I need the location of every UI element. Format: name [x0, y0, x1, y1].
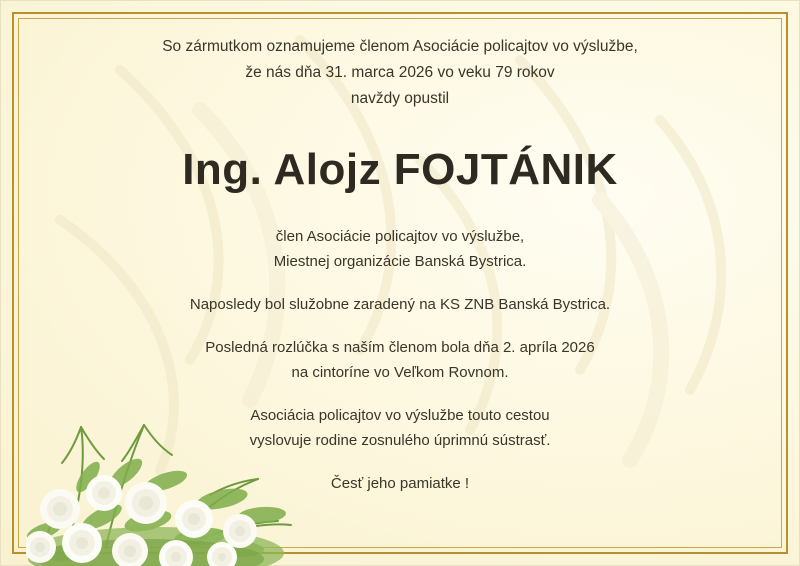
farewell-line-2: na cintoríne vo Veľkom Rovnom.	[291, 364, 509, 381]
condolence-line-2: vyslovuje rodine zosnulého úprimnú sústrasť.	[249, 432, 551, 449]
intro-line-1: So zármutkom oznamujeme členom Asociácie policajtov vo výslužbe,	[162, 38, 638, 55]
membership-line-1: člen Asociácie policajtov vo výslužbe,	[275, 228, 525, 245]
deceased-name: Ing. Alojz FOJTÁNIK	[182, 145, 618, 194]
intro-line-2: že nás dňa 31. marca 2026 vo veku 79 rokov	[245, 64, 555, 81]
intro-line-3: navždy opustil	[350, 90, 450, 107]
notice-content	[30, 34, 770, 496]
service-line-1: Naposledy bol služobne zaradený na KS ZNB Banská Bystrica.	[189, 296, 611, 313]
condolence-line-1: Asociácia policajtov vo výslužbe touto cestou	[250, 407, 550, 424]
farewell-text	[30, 335, 770, 385]
intro-text	[30, 34, 770, 112]
membership-text	[30, 224, 770, 274]
condolence-text	[30, 403, 770, 453]
farewell-line-1: Posledná rozlúčka s naším členom bola dňa 2. apríla 2026	[205, 339, 595, 356]
closing-text: Česť jeho pamiatke !	[330, 475, 470, 492]
service-text	[30, 292, 770, 317]
membership-line-2: Miestnej organizácie Banská Bystrica.	[273, 253, 527, 270]
